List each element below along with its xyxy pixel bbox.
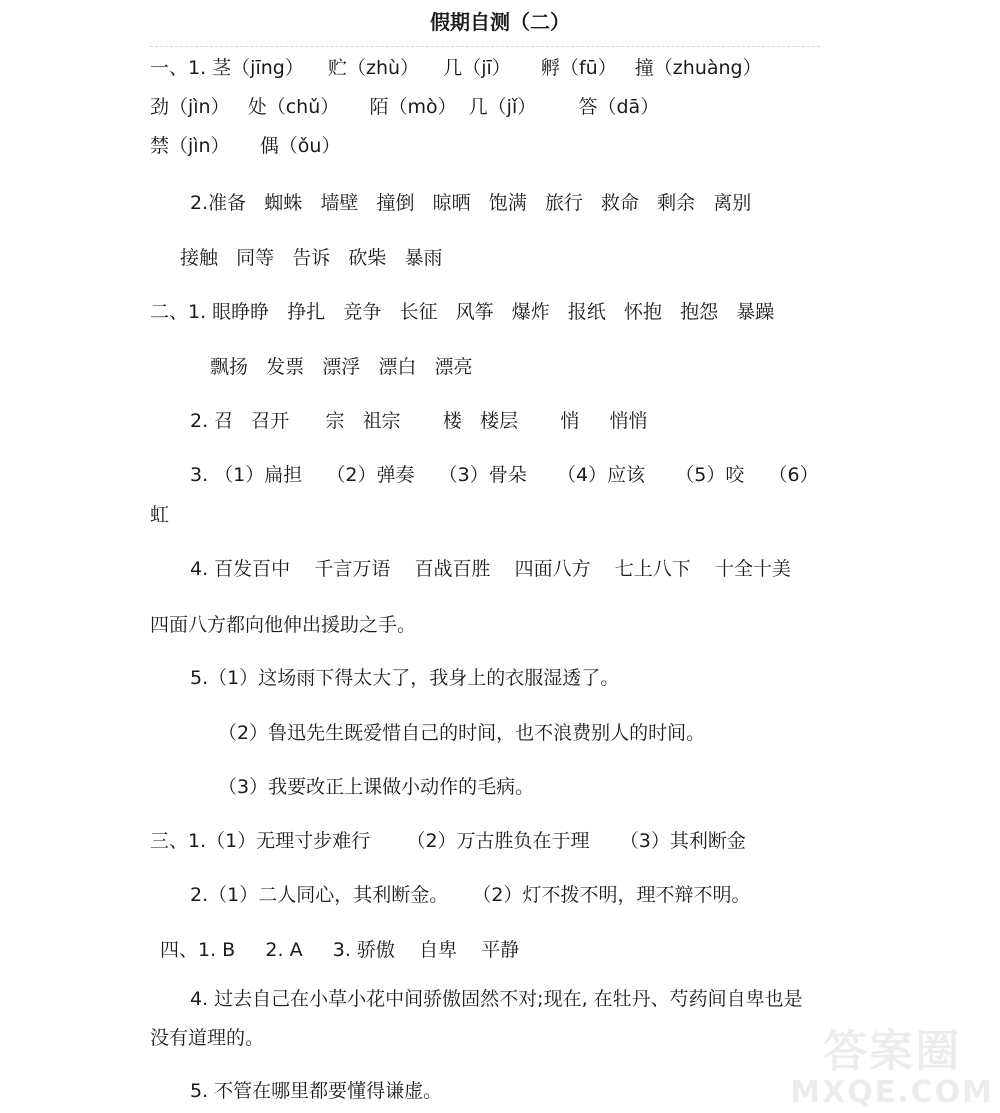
answer-line-12: 四面八方都向他伸出援助之手。 <box>150 614 417 636</box>
answer-line-3: 禁（jìn） 偶（ǒu） <box>150 135 341 157</box>
answer-line-18: 四、1. B 2. A 3. 骄傲 自卑 平静 <box>160 939 520 961</box>
answer-line-19: 4. 过去自己在小草小花中间骄傲固然不对;现在, 在牡丹、芍药间自卑也是 <box>190 988 803 1010</box>
answer-line-2: 劲（jìn） 处（chǔ） 陌（mò） 几（jǐ） 答（dā） <box>150 96 660 118</box>
watermark-logo: 答案圈 MXQE.COM <box>790 1025 994 1110</box>
title-divider <box>150 46 820 47</box>
answer-line-7: 飘扬 发票 漂浮 漂白 漂亮 <box>210 356 473 378</box>
answer-line-5: 接触 同等 告诉 砍柴 暴雨 <box>180 247 443 269</box>
answer-line-20: 没有道理的。 <box>150 1027 265 1049</box>
answer-line-21: 5. 不管在哪里都要懂得谦虚。 <box>190 1080 443 1102</box>
answer-line-13: 5.（1）这场雨下得太大了，我身上的衣服湿透了。 <box>190 667 620 689</box>
answer-line-4: 2.准备 蜘蛛 墙壁 撞倒 晾晒 饱满 旅行 救命 剩余 离别 <box>190 192 752 214</box>
answer-line-15: （3）我要改正上课做小动作的毛病。 <box>218 776 535 798</box>
answer-line-9: 3. （1）扁担 （2）弹奏 （3）骨朵 （4）应该 （5）咬 （6） <box>190 464 819 486</box>
answer-line-16: 三、1.（1）无理寸步难行 （2）万古胜负在于理 （3）其利断金 <box>150 830 746 852</box>
answer-line-14: （2）鲁迅先生既爱惜自己的时间，也不浪费别人的时间。 <box>218 722 706 744</box>
answer-line-8: 2. 召 召开 宗 祖宗 楼 楼层 悄 悄悄 <box>190 410 648 432</box>
answer-line-1: 一、1. 茎（jīng） 贮（zhù） 几（jī） 孵（fū） 撞（zhuàng） <box>150 57 762 79</box>
answer-line-10: 虹 <box>150 504 170 526</box>
answer-line-17: 2.（1）二人同心，其利断金。 （2）灯不拨不明，理不辩不明。 <box>190 884 751 906</box>
answer-line-6: 二、1. 眼睁睁 挣扎 竞争 长征 风筝 爆炸 报纸 怀抱 抱怨 暴躁 <box>150 301 775 323</box>
answer-line-11: 4. 百发百中 千言万语 百战百胜 四面八方 七上八下 十全十美 <box>190 558 791 580</box>
page-title: 假期自测（二） <box>430 10 570 34</box>
